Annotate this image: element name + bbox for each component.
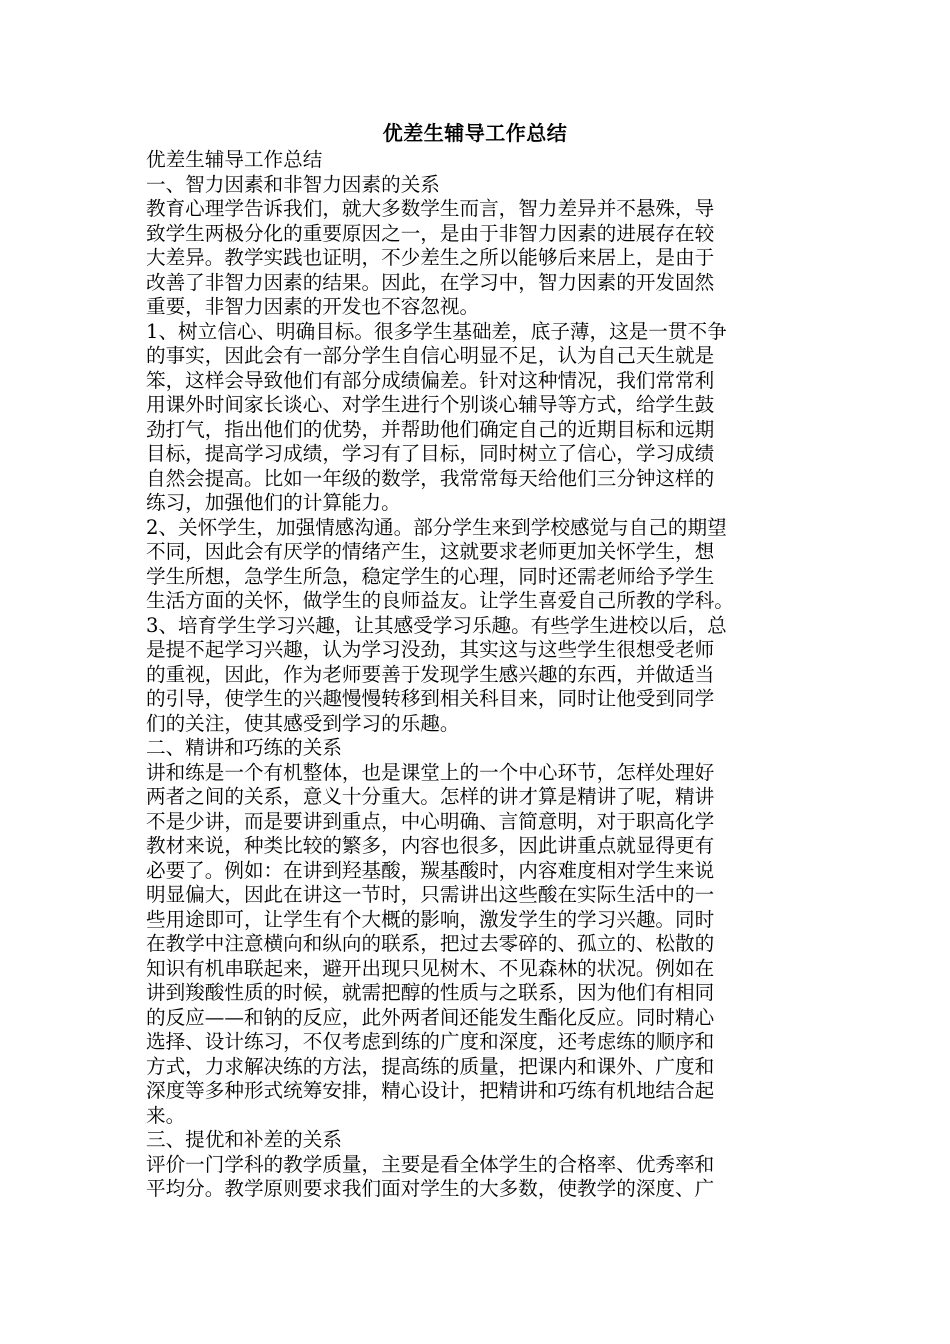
text-line: 1、树立信心、明确目标。很多学生基础差，底子薄，这是一贯不争 bbox=[146, 319, 727, 343]
text-line: 一、智力因素和非智力因素的关系 bbox=[146, 172, 440, 196]
text-line: 不是少讲，而是要讲到重点，中心明确、言简意明，对于职高化学 bbox=[146, 809, 715, 833]
text-line: 的重视，因此，作为老师要善于发现学生感兴趣的东西，并做适当 bbox=[146, 662, 715, 686]
text-line: 优差生辅导工作总结 bbox=[146, 148, 323, 171]
text-line: 三、提优和补差的关系 bbox=[146, 1128, 342, 1151]
text-line: 3、培育学生学习兴趣，让其感受学习乐趣。有些学生进校以后，总 bbox=[146, 613, 727, 637]
text-line: 目标，提高学习成绩，学习有了目标，同时树立了信心，学习成绩 bbox=[146, 442, 715, 465]
text-line: 讲到羧酸性质的时候，就需把醇的性质与之联系，因为他们有相同 bbox=[146, 981, 715, 1004]
text-line: 改善了非智力因素的结果。因此，在学习中，智力因素的开发固然 bbox=[146, 270, 715, 294]
text-line: 教育心理学告诉我们，就大多数学生而言，智力差异并不悬殊，导 bbox=[146, 197, 715, 220]
text-line: 笨，这样会导致他们有部分成绩偏差。针对这种情况，我们常常利 bbox=[146, 368, 715, 392]
text-line: 讲和练是一个有机整体，也是课堂上的一个中心环节，怎样处理好 bbox=[146, 760, 715, 784]
text-line: 劲打气，指出他们的优势，并帮助他们确定自己的近期目标和远期 bbox=[146, 417, 715, 441]
text-line: 用课外时间家长谈心、对学生进行个别谈心辅导等方式，给学生鼓 bbox=[146, 393, 715, 416]
text-line: 方式，力求解决练的方法，提高练的质量，把课内和课外、广度和 bbox=[146, 1054, 715, 1078]
text-line: 是提不起学习兴趣，认为学习没劲，其实这与这些学生很想受老师 bbox=[146, 638, 715, 661]
text-line: 在教学中注意横向和纵向的联系，把过去零碎的、孤立的、松散的 bbox=[146, 932, 715, 955]
text-line: 2、关怀学生，加强情感沟通。部分学生来到学校感觉与自己的期望 bbox=[146, 515, 727, 539]
text-line: 明显偏大，因此在讲这一节时，只需讲出这些酸在实际生活中的一 bbox=[146, 883, 715, 906]
text-line: 深度等多种形式统筹安排，精心设计，把精讲和巧练有机地结合起 bbox=[146, 1079, 715, 1102]
text-line: 些用途即可，让学生有个大概的影响，激发学生的学习兴趣。同时 bbox=[146, 907, 715, 931]
text-line: 评价一门学科的教学质量，主要是看全体学生的合格率、优秀率和 bbox=[146, 1152, 715, 1176]
text-line: 选择、设计练习，不仅考虑到练的广度和深度，还考虑练的顺序和 bbox=[146, 1030, 715, 1053]
text-line: 的事实，因此会有一部分学生自信心明显不足，认为自己天生就是 bbox=[146, 344, 715, 367]
text-line: 的引导，使学生的兴趣慢慢转移到相关科目来，同时让他受到同学 bbox=[146, 687, 715, 710]
text-line: 学生所想，急学生所急，稳定学生的心理，同时还需老师给予学生 bbox=[146, 564, 715, 588]
text-line: 们的关注，使其感受到学习的乐趣。 bbox=[146, 711, 460, 735]
text-line: 平均分。教学原则要求我们面对学生的大多数，使教学的深度、广 bbox=[146, 1177, 715, 1200]
text-line: 生活方面的关怀，做学生的良师益友。让学生喜爱自己所教的学科。 bbox=[146, 589, 734, 612]
text-line: 二、精讲和巧练的关系 bbox=[146, 736, 342, 759]
text-line: 知识有机串联起来，避开出现只见树木、不见森林的状况。例如在 bbox=[146, 956, 715, 980]
text-line: 必要了。例如：在讲到羟基酸，羰基酸时，内容难度相对学生来说 bbox=[146, 858, 715, 882]
text-line: 重要，非智力因素的开发也不容忽视。 bbox=[146, 295, 480, 318]
document-page bbox=[146, 118, 804, 1202]
text-line: 两者之间的关系，意义十分重大。怎样的讲才算是精讲了呢，精讲 bbox=[146, 785, 715, 808]
text-line: 大差异。教学实践也证明，不少差生之所以能够后来居上，是由于 bbox=[146, 246, 715, 269]
text-line: 练习，加强他们的计算能力。 bbox=[146, 491, 401, 514]
document-title: 优差生辅导工作总结 bbox=[382, 121, 568, 145]
text-line: 不同，因此会有厌学的情绪产生，这就要求老师更加关怀学生，想 bbox=[146, 540, 715, 563]
document-body bbox=[146, 148, 804, 1202]
text-line: 自然会提高。比如一年级的数学，我常常每天给他们三分钟这样的 bbox=[146, 466, 715, 490]
text-line: 的反应——和钠的反应，此外两者间还能发生酯化反应。同时精心 bbox=[146, 1005, 715, 1029]
text-line: 来。 bbox=[146, 1103, 186, 1127]
text-line: 教材来说，种类比较的繁多，内容也很多，因此讲重点就显得更有 bbox=[146, 834, 715, 857]
text-line: 致学生两极分化的重要原因之一，是由于非智力因素的进展存在较 bbox=[146, 221, 715, 245]
